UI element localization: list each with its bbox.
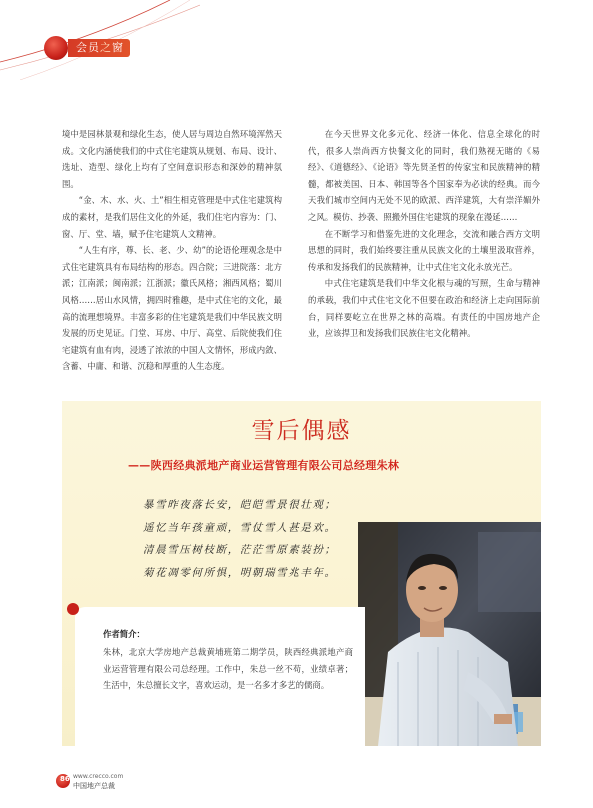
poem-line: 菊花凋零何所惧，明朝瑞雪兆丰年。: [143, 566, 337, 579]
left-text-column: [62, 126, 282, 375]
paragraph: 境中是园林景观和绿化生态，使人居与周边自然环境浑然天成。文化内涵使我们的中式住宅建筑从规划、布局、设计、选址、造型、绿化上均有了空间意识形态和深妙的精神氛围。: [62, 129, 282, 189]
section-tag-main: 会员: [76, 41, 100, 54]
bio-text: 朱林，北京大学房地产总裁黄埔班第二期学员，陕西经典派地产商业运营管理有限公司总经理。工作中，朱总一丝不苟，业绩卓著；生活中，朱总擅长文字，喜欢运动，是一名多才多艺的儒商。: [103, 647, 353, 691]
poem-line: 遥忆当年孩童顽，雪仗雪人甚是欢。: [143, 521, 337, 534]
right-text-column: [308, 126, 540, 342]
section-tag-zhi: 之: [100, 41, 112, 54]
paragraph: 中式住宅建筑是我们中华文化根与魂的写照，生命与精神的承载，我们中式住宅文化不但要在政治和经济上走向国际前台，同样要屹立在世界之林的高端。有责任的中国房地产企业，应该捍卫和发扬我们民族住宅文化精神。: [308, 278, 540, 339]
paragraph: “金、木、水、火、土”相生相克管理是中式住宅建筑构成的素材，是我们居住文化的外延，我们住宅内容为：门、窗、厅、堂、墙，赋予住宅建筑人文精神。: [62, 195, 282, 239]
bio-corner-dot: [67, 603, 79, 615]
header-circle-icon: [44, 36, 68, 60]
essay-author-line: ——陕西经典派地产商业运营管理有限公司总经理朱林: [128, 459, 400, 472]
footer-magazine-name: 中国地产总裁: [73, 782, 115, 790]
paragraph: 在不断学习和借鉴先进的文化理念，交流和融合西方文明思想的同时，我们始终要注重从民族文化的土壤里汲取营养，传承和发扬我们的民族精神，让中式住宅文化永放光芒。: [308, 228, 540, 272]
bio-label: 作者简介：: [103, 629, 145, 639]
author-photo-illustration: [358, 522, 541, 746]
section-tag-end: 窗: [112, 41, 124, 54]
section-tag: [68, 39, 130, 57]
poem: [143, 494, 383, 584]
poem-line: 清晨雪压树枝断，茫茫雪原素装扮；: [143, 544, 337, 556]
footer-url: www.crecco.com: [73, 773, 124, 780]
author-photo: [358, 522, 541, 746]
essay-title: 雪后偶感: [251, 418, 352, 444]
page-number: 86: [60, 775, 70, 783]
paragraph: 在今天世界文化多元化、经济一体化、信息全球化的时代，很多人崇尚西方快餐文化的同时，我们熟视无睹的《易经》、《道德经》、《论语》等先贤圣哲的传家宝和民族精神的精髓，都被美国、日本、韩国等各个国家奉为必读的经典。而今天我们城市空间内无处不见的欧派、西洋建筑，大有崇洋媚外之风。模仿、抄袭、照搬外国住宅建筑的现象在漫延……: [308, 129, 540, 222]
paragraph: “人生有序，尊、长、老、少、幼”的论语伦理观念是中式住宅建筑具有布局结构的形态。四合院；三进院落：北方派；江南派；闽南派；江浙派；徽氏风格；湘西风格；蜀川风格……居山水风情，拥四时雅趣，是中式住宅的文化，最高的流理想境界。丰富多彩的住宅建筑是我们中华民族文明发展的历史见证。门堂、耳房、中厅、高堂、后院使我们住宅建筑有血有肉，浸透了浓浓的中国人文情怀，形成内敛、含蓄、中庸、和谐、沉稳和厚重的人生态度。: [62, 245, 282, 372]
poem-line: 暴雪昨夜落长安，皑皑雪景很壮观；: [143, 499, 337, 511]
